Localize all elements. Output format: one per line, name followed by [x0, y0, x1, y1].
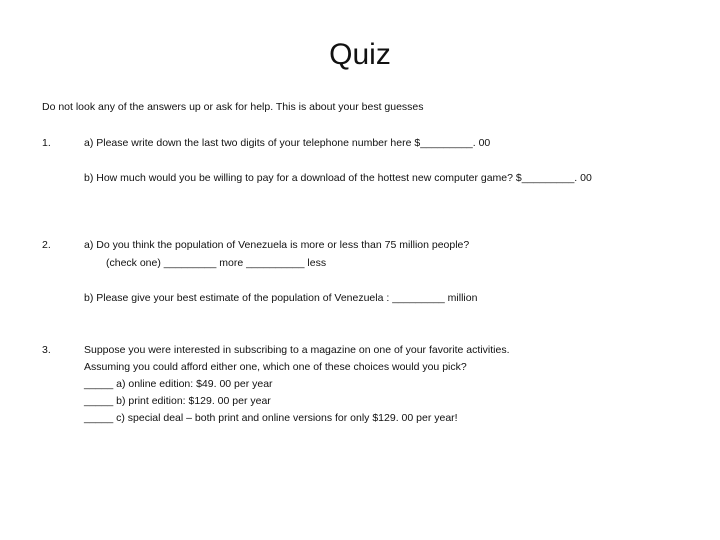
question-3-number: 3. [42, 344, 51, 356]
question-2a-text: a) Do you think the population of Venezuela is more or less than 75 million people? [84, 239, 470, 251]
question-3-option-c: _____ c) special deal – both print and online versions for only $129. 00 per year! [84, 412, 458, 424]
question-2a-check-options: (check one) _________ more __________ less [106, 257, 327, 269]
question-2b-text: b) Please give your best estimate of the population of Venezuela : _________ million [84, 292, 478, 304]
instructions-text: Do not look any of the answers up or ask for help. This is about your best guesses [42, 101, 424, 113]
question-3-option-a: _____ a) online edition: $49. 00 per year [84, 378, 273, 390]
question-3-option-b: _____ b) print edition: $129. 00 per year [84, 395, 271, 407]
question-3-line-2: Assuming you could afford either one, which one of these choices would you pick? [84, 361, 467, 373]
question-1b-text: b) How much would you be willing to pay for a download of the hottest new computer game? $_________. 00 [84, 172, 592, 184]
question-1-number: 1. [42, 137, 51, 149]
page-title: Quiz [329, 38, 391, 71]
question-3-line-1: Suppose you were interested in subscribing to a magazine on one of your favorite activities. [84, 344, 510, 356]
question-2-number: 2. [42, 239, 51, 251]
question-1a-text: a) Please write down the last two digits of your telephone number here $_________. 00 [84, 137, 491, 149]
